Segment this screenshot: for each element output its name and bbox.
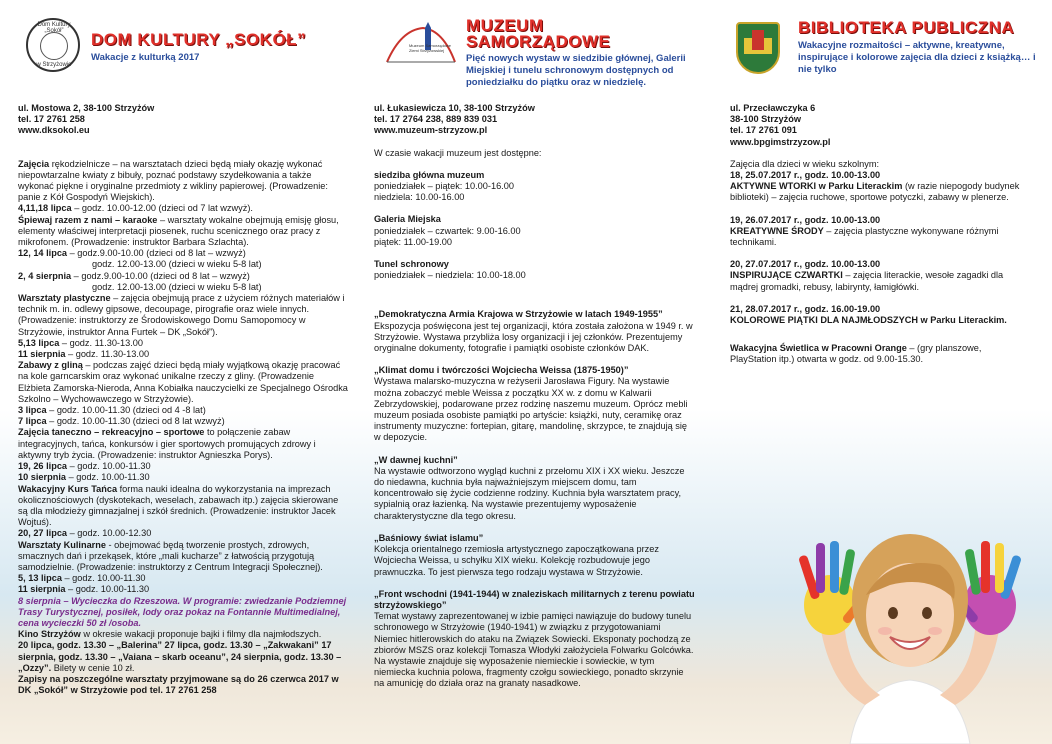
girl-painted-hands-illustration bbox=[790, 515, 1030, 744]
exhibit-kitchen-desc: Na wystawie odtworzono wygląd kuchni z przełomu XIX i XX wieku. Jeszcze do niedawna, kuchnia była najważniejszym miejscem domu, tam koncentrowało się życie codzienne rodziny. Kuchnia była warsztatem pracy, sypialnią oraz łazienką. Na wystawie prezentujemy wyposażenie charakterystyczne dla tego okresu. bbox=[374, 465, 685, 521]
dk-address: ul. Mostowa 2, 38-100 Strzyżów bbox=[18, 103, 155, 113]
museum-logo-text: Muzeum Samorządowe Ziemi Strzyżowskiej bbox=[409, 44, 452, 53]
exhibit-islam-desc: Kolekcja orientalnego rzemiosła artystycznego zapoczątkowana przez Wojciecha Weissa, u schyłku XIX wieku. Kolekcję rozbudowuje jego prawnuczka. To jest pierwsza tego rodzaju wystawa w Strzyżowie. bbox=[374, 544, 659, 577]
gallery-hours-1: poniedziałek – czwartek: 9.00-16.00 bbox=[374, 225, 521, 236]
dk-logo-bottom-text: w Strzyżowie bbox=[36, 62, 72, 68]
library-intro: Zajęcia dla dzieci w wieku szkolnym: bbox=[730, 158, 880, 169]
museum-logo bbox=[383, 22, 458, 70]
dance-sport-date-2: 10 sierpnia – godz. 10.00-11.30 bbox=[18, 472, 150, 483]
dance-sport-date-1: 19, 26 lipca – godz. 10.00-11.30 bbox=[18, 461, 151, 472]
header bbox=[0, 0, 1052, 100]
library-phone: tel. 17 2761 091 bbox=[730, 125, 797, 136]
library-website[interactable]: www.bpgimstrzyzow.pl bbox=[730, 136, 831, 147]
tunnel-title: Tunel schronowy bbox=[374, 259, 449, 270]
museum-address: ul. Łukasiewicza 10, 38-100 Strzyżów bbox=[374, 103, 535, 113]
cinema-desc: Kino Strzyżów w okresie wakacji proponuje bajki i filmy dla najmłodszych. bbox=[18, 629, 322, 640]
library-subtitle: Wakacyjne rozmaitości – aktywne, kreatywne, inspirujące i kolorowe zajęcia dla dzieci z książką… i nie tylko bbox=[798, 40, 1036, 75]
karaoke-date-2: godz. 12.00-13.00 (dzieci w wieku 5-8 lat) bbox=[92, 259, 262, 270]
cooking-date-1: 5, 13 lipca – godz. 10.00-11.30 bbox=[18, 573, 146, 584]
clay-date-1: 3 lipca – godz. 10.00-11.30 (dzieci od 4 -8 lat) bbox=[18, 405, 206, 416]
library-title: BIBLIOTEKA PUBLICZNA bbox=[798, 18, 1015, 37]
main-seat-hours-1: poniedziałek – piątek: 10.00-16.00 bbox=[374, 181, 514, 192]
dk-sokol-logo bbox=[26, 18, 80, 72]
thursday-desc: INSPIRUJĄCE CZWARTKI – zajęcia literackie, wesołe zagadki dla mądrej gromadki, rebusy, labirynty, łamigłówki. bbox=[730, 270, 1004, 292]
dance-course-desc: Wakacyjny Kurs Tańca forma nauki idealna do wykorzystania na imprezach okolicznościowych (dyskotekach, weselach, zabawach itp.) zajęcia skierowane są dla młodzieży gimnazjalnej i szkół średnich. (Prowadzenie: instruktor Jacek Wojtuś). bbox=[18, 483, 339, 528]
dance-sport-desc: Zajęcia taneczno – rekreacyjno – sportowe to połączenie zabaw integracyjnych, tańca, konkursów i gier sportowych promujących zdrowy i aktywny tryb życia. (Prowadzenie: instruktor Agnieszka Porys). bbox=[18, 427, 316, 460]
museum-phone: tel. 17 2764 238, 889 839 031 bbox=[374, 114, 498, 125]
tunnel-hours: poniedziałek – niedziela: 10.00-18.00 bbox=[374, 270, 526, 281]
dk-website[interactable]: www.dksokol.eu bbox=[18, 125, 90, 136]
cinema-dates: 20 lipca, godz. 13.30 – „Balerina” 27 lipca, godz. 13.30 – „Zakwakani” 17 sierpnia, godz. 13.30 – „Vaiana – skarb oceanu”, 24 sierpnia, godz. 13.30 – „Ozzy”. Bilety w cenie 10 zł. bbox=[18, 640, 342, 673]
tuesday-desc: AKTYWNE WTORKI w Parku Literackim (w razie niepogody budynek biblioteki) – zajęcia ruchowe, sportowe potyczki, zabawy w plenerze. bbox=[730, 181, 1020, 203]
main-seat-hours-2: niedziela: 10.00-16.00 bbox=[374, 192, 465, 203]
library-address-1: ul. Przecławczyka 6 bbox=[730, 103, 816, 113]
orange-room-desc: Wakacyjna Świetlica w Pracowni Orange – (gry planszowe, PlayStation itp.) otwarta w godz. od 9.00-15.30. bbox=[730, 343, 982, 365]
dk-subtitle: Wakacje z kulturką 2017 bbox=[91, 52, 200, 63]
library-address-2: 38-100 Strzyżów bbox=[730, 114, 801, 125]
exhibit-dak-desc: Ekspozycja poświęcona jest tej organizacji, która została założona w 1949 r. w Strzyżowie. Wystawa przybliża losy organizacji i jej członków. Prezentujemy oryginalne dokumenty, fotografie i pamiątki osobiste członków DAK. bbox=[374, 320, 693, 354]
wednesday-date: 19, 26.07.2017 r., godz. 10.00-13.00 bbox=[730, 214, 881, 225]
art-desc: Warsztaty plastyczne – zajęcia obejmują prace z użyciem różnych materiałów i technik m. in. odlewy gipsowe, decoupage, pirografie oraz wiele innych. (Prowadzenie: instruktorzy ze Środowiskowego Domu Samopomocy w Strzyżowie, instruktor Anna Furtek – DK „Sokół”). bbox=[18, 293, 345, 337]
thursday-date: 20, 27.07.2017 r., godz. 10.00-13.00 bbox=[730, 259, 881, 270]
gallery-hours-2: piątek: 11.00-19.00 bbox=[374, 236, 452, 247]
museum-column bbox=[374, 103, 696, 690]
friday-date: 21, 28.07.2017 r., godz. 16.00-19.00 bbox=[730, 303, 881, 314]
museum-heading bbox=[466, 18, 696, 89]
registration-footer: Zapisy na poszczególne warsztaty przyjmowane są do 26 czerwca 2017 w DK „Sokół” w Strzyżowie pod tel. 17 2761 258 bbox=[18, 673, 339, 696]
exhibit-weiss-title: „Klimat domu i twórczości Wojciecha Weissa (1875-1950)” bbox=[374, 365, 629, 376]
library-column bbox=[730, 103, 1020, 366]
strzyzow-crest-logo bbox=[736, 22, 780, 74]
karaoke-desc: Śpiewaj razem z nami – karaoke – warsztaty wokalne obejmują emisję głosu, elementy właściwej interpretacji piosenek, ruchu scenicznego oraz pracy z mikrofonem. (Prowadzenie: instruktor Barbara Szlachta). bbox=[18, 214, 339, 248]
dance-course-date: 20, 27 lipca – godz. 10.00-12.30 bbox=[18, 528, 152, 539]
friday-desc: KOLOROWE PIĄTKI DLA NAJMŁODSZYCH w Parku Literackim. bbox=[730, 315, 1007, 326]
dk-heading bbox=[91, 30, 306, 64]
dk-logo-top-text: Dom Kultury „Sokół” bbox=[37, 22, 71, 34]
museum-website[interactable]: www.muzeum-strzyzow.pl bbox=[374, 125, 488, 136]
art-date-1: 5,13 lipca – godz. 11.30-13.00 bbox=[18, 337, 143, 348]
museum-title-line2: SAMORZĄDOWE bbox=[466, 32, 611, 51]
exhibit-front-desc: Temat wystawy zaprezentowanej w izbie pamięci nawiązuje do budowy tunelu schronowego w Strzyżowie (1940-1941) w związku z przygotowaniami Niemiec hitlerowskich do ataku na Związek Sowiecki. Eksponaty pochodzą ze zbiorów MSZS oraz kolekcji Tomasza Włodyki założyciela Folwarku Golcówka. Na wystawie znajduje się wyposażenie niemieckie i sowieckie, w tym niemiecka kuchnia polowa, fragmenty czołgu sowieckiego, ponadto skrzynie na amunicję do działa oraz na granaty nasadkowe. bbox=[374, 611, 694, 689]
cooking-desc: Warsztaty Kulinarne - obejmować będą tworzenie prostych, zdrowych, smacznych dań i przekąsek, które „mali kucharze” z łatwością przygotują samodzielnie. (Prowadzenie: instruktorzy z Centrum Integracji Społecznej). bbox=[18, 539, 323, 572]
exhibit-weiss-desc: Wystawa malarsko-muzyczna w reżyserii Jarosława Figury. Na wystawie można zobaczyć meble Weissa z początku XX w. z domu w Kalwarii Zebrzydowskiej, podarowane przez rodzinę naszemu muzeum. Oprócz mebli muzeum posiada osobiste pamiątki po artyście: książki, nuty, ceramikę oraz instrumenty muzyczne: fortepian, gitarę, mandolinę, skrzypce, te znajdują się w depozycie. bbox=[374, 376, 688, 443]
wednesday-desc: KREATYWNE ŚRODY – zajęcia plastyczne wykonywane różnymi technikami. bbox=[730, 225, 999, 248]
crafts-date: 4,11,18 lipca – godz. 10.00-12.00 (dzieci od 7 lat wzwyż). bbox=[18, 203, 253, 214]
cooking-date-2: 11 sierpnia – godz. 10.00-11.30 bbox=[18, 584, 150, 595]
clay-date-2: 7 lipca – godz. 10.00-11.30 (dzieci od 8 lat wzwyż) bbox=[18, 416, 225, 427]
tuesday-date: 18, 25.07.2017 r., godz. 10.00-13.00 bbox=[730, 170, 881, 181]
exhibit-kitchen-title: „W dawnej kuchni” bbox=[374, 454, 458, 465]
crafts-desc: Zajęcia rękodzielnicze – na warsztatach dzieci będą miały okazję wykonać niepowtarzalne kwiaty z bibuły, poznać podstawy szydełkowania a także wykonać piękne i oryginalne przedmioty z wikliny papierowej. (Prowadzenie: panie z Kół Gospodyń Wiejskich). bbox=[18, 158, 328, 203]
main-seat-title: siedziba główna muzeum bbox=[374, 169, 485, 180]
exhibit-islam-title: „Baśniowy świat islamu” bbox=[374, 532, 484, 543]
dk-phone: tel. 17 2761 258 bbox=[18, 114, 85, 125]
gallery-title: Galeria Miejska bbox=[374, 214, 441, 225]
dk-column bbox=[18, 103, 348, 696]
trip-rzeszow: 8 sierpnia – Wycieczka do Rzeszowa. W programie: zwiedzanie Podziemnej Trasy Turystycznej, posiłek, lody oraz pokaz na Fontannie Multimedialnej, cena wycieczki 50 zł /osoba. bbox=[18, 595, 347, 628]
art-date-2: 11 sierpnia – godz. 11.30-13.00 bbox=[18, 349, 150, 360]
exhibit-dak-title: „Demokratyczna Armia Krajowa w Strzyżowie w latach 1949-1955” bbox=[374, 309, 663, 320]
clay-desc: Zabawy z gliną – podczas zajęć dzieci będą miały wyjątkową okazję pracować na kole garncarskim oraz wykonać unikalne rzeczy z gliny. (Prowadzenie Elżbieta Zamorska-Nieroda, Anna Kobiałka nauczycielki ze Specjalnego Ośrodka Szkolno – Wychowawczego w Strzyżowie). bbox=[18, 360, 348, 404]
exhibit-front-title: „Front wschodni (1941-1944) w znaleziskach militarnych z terenu powiatu strzyżowskiego” bbox=[374, 588, 695, 610]
museum-title-line1: MUZEUM bbox=[466, 16, 544, 35]
karaoke-date-4: godz. 12.00-13.00 (dzieci w wieku 5-8 lat) bbox=[92, 281, 262, 292]
museum-subtitle: Pięć nowych wystaw w siedzibie głównej, Galerii Miejskiej i tunelu schronowym dostępnych od poniedziałku do piątku oraz w niedzielę. bbox=[466, 53, 686, 88]
library-heading bbox=[798, 18, 1038, 76]
museum-intro: W czasie wakacji muzeum jest dostępne: bbox=[374, 147, 542, 158]
karaoke-date-1: 12, 14 lipca – godz.9.00-10.00 (dzieci od 8 lat – wzwyż) bbox=[18, 248, 246, 259]
dk-title: DOM KULTURY „SOKÓŁ” bbox=[91, 30, 307, 49]
karaoke-date-3: 2, 4 sierpnia – godz.9.00-10.00 (dzieci od 8 lat – wzwyż) bbox=[18, 270, 250, 281]
